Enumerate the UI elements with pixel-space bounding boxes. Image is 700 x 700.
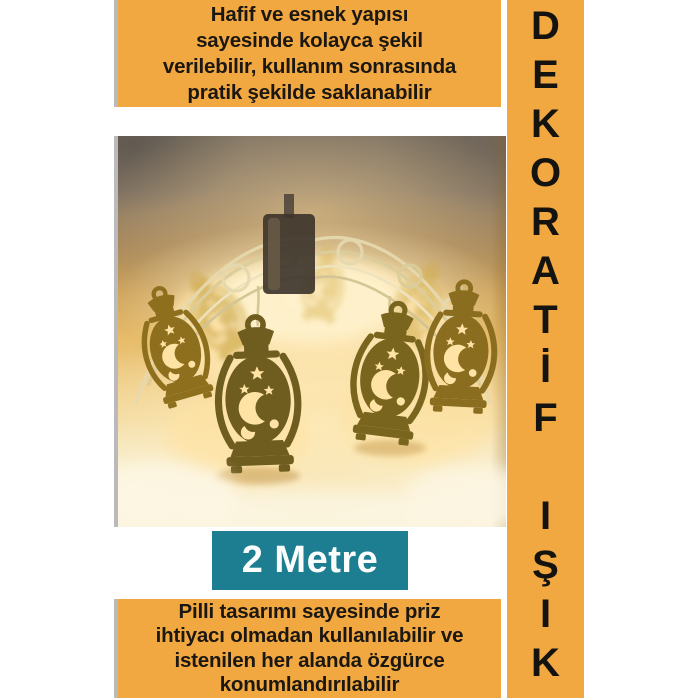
- banner-letter: I: [539, 494, 552, 538]
- bottom-feature-text-box: [114, 599, 501, 698]
- product-photo-frame: [114, 136, 506, 527]
- length-badge-label: 2 Metre: [241, 539, 379, 581]
- banner-letter: Ş: [532, 543, 559, 587]
- banner-letter: A: [531, 249, 560, 293]
- fabric-glow: [118, 462, 506, 527]
- lantern-shadow: [354, 440, 426, 456]
- battery-pack: [263, 194, 315, 294]
- banner-letter: D: [531, 4, 560, 48]
- banner-letter: O: [529, 151, 562, 195]
- top-feature-line: verilebilir, kullanım sonrasında: [162, 54, 457, 78]
- vertical-title-banner: [507, 0, 584, 698]
- lantern-string-lights-photo: [118, 136, 506, 527]
- bottom-feature-line: Pilli tasarımı sayesinde priz: [178, 599, 441, 623]
- banner-letter: İ: [539, 347, 552, 391]
- bottom-feature-line: ihtiyacı olmadan kullanılabilir ve: [155, 624, 464, 647]
- top-feature-line: sayesinde kolayca şekil: [196, 28, 423, 52]
- banner-letter: R: [531, 200, 560, 244]
- banner-letter: K: [531, 102, 560, 146]
- length-badge: [212, 531, 408, 590]
- banner-letter: E: [532, 53, 559, 97]
- bottom-feature-line: istenilen her alanda özgürce: [174, 648, 445, 672]
- top-feature-line: pratik şekilde saklanabilir: [187, 80, 432, 104]
- bottom-feature-line: konumlandırılabilir: [219, 673, 400, 696]
- product-photo: [118, 136, 506, 527]
- top-feature-text-box: [114, 0, 501, 107]
- banner-letter: I: [539, 592, 552, 636]
- banner-letter: F: [533, 396, 558, 440]
- banner-letter: K: [531, 641, 560, 685]
- banner-letter: T: [533, 298, 558, 342]
- top-feature-line: Hafif ve esnek yapısı: [210, 2, 409, 26]
